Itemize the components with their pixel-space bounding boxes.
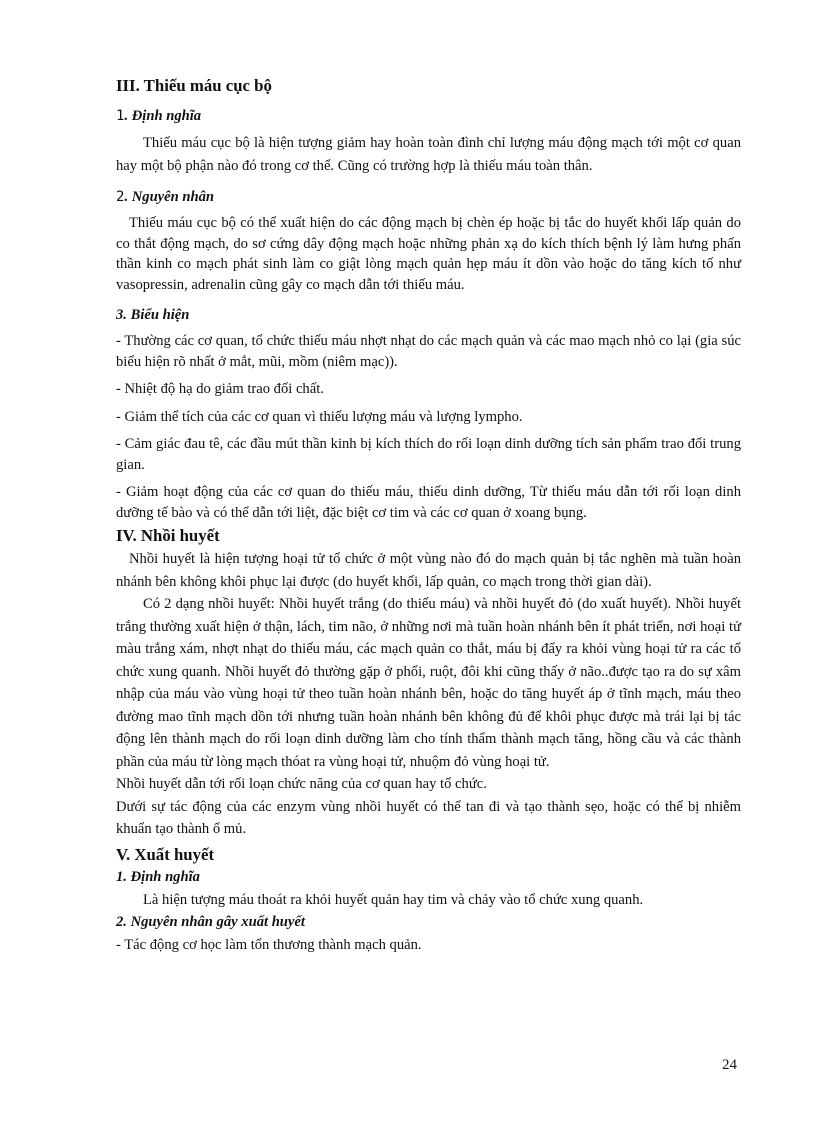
list-item: - Nhiệt độ hạ do giảm trao đổi chất.	[116, 381, 324, 397]
list-item: - Giảm hoạt động của các cơ quan do thiếu máu, thiếu dinh dưỡng, Từ thiếu máu dẫn tới rối loạn dinh dưỡng tế bào và có thể dẫn tới liệt, đặc biệt cơ tim và các cơ quan ở xoang bụng.	[116, 484, 741, 521]
paragraph-infarction-types: Có 2 dạng nhồi huyết: Nhồi huyết trắng (do thiếu máu) và nhồi huyết đỏ (do xuất huyết). Nhồi huyết trắng thường xuất hiện ở thận, lách, tim não, ở những nơi mà tuần hoàn nhánh bên ít phát triển, nơi hoại tử màu trắng xám, nhợt nhạt do thiếu máu, các mạch quản co thắt, máu bị đẩy ra khỏi vùng hoại tử ra các tổ chức xung quanh. Nhồi huyết đỏ thường gặp ở phổi, ruột, đôi khi cũng thấy ở não..được tạo ra do sự xâm nhập của máu vào vùng hoại tử theo tuần hoàn nhánh bên, hoặc do tăng huyết áp ở tĩnh mạch, máu theo đường mao tĩnh mạch dồn tới nhưng tuần hoàn nhánh bên không đủ để khôi phục được mà trái lại bị tác động lên thành mạch do rối loạn dinh dưỡng làm cho tính thẩm thành mạch tăng, hồng cầu và các thành phần của máu từ lòng mạch thóat ra vùng hoại tử, nhuộm đỏ vùng hoại tử.	[116, 596, 741, 770]
paragraph-infarction-outcome: Dưới sự tác động của các enzym vùng nhồi huyết có thể tan đi và tạo thành sẹo, hoặc có thể bị nhiễm khuẩn tạo thành ổ mủ.	[116, 798, 741, 837]
section-title: Định nghĩa	[131, 108, 202, 124]
page-number: 24	[722, 1057, 737, 1073]
heading-v: V. Xuất huyết	[116, 844, 215, 864]
paragraph-infarction-effect: Nhồi huyết dẫn tới rối loạn chức năng của cơ quan hay tổ chức.	[116, 776, 487, 792]
section-title: Nguyên nhân	[131, 189, 215, 205]
paragraph-infarction-def: Nhồi huyết là hiện tượng hoại tử tổ chức ở một vùng nào đó do mạch quản bị tắc nghẽn mà tuần hoàn nhánh bên không khôi phục lại được (do huyết khối, lấp quản, co mạch trong thời gian dài).	[116, 551, 741, 590]
heading-iv: IV. Nhồi huyết	[116, 526, 220, 545]
section-number: 1	[116, 108, 125, 124]
subheading-iii-3: 3. Biểu hiện	[116, 307, 190, 323]
list-item: - Giảm thể tích của các cơ quan vì thiếu lượng máu và lượng lympho.	[116, 408, 523, 425]
list-item: - Tác động cơ học làm tổn thương thành mạch quản.	[116, 937, 422, 953]
subheading-v-1: 1. Định nghĩa	[116, 868, 200, 885]
heading-iii: III. Thiếu máu cục bộ	[116, 76, 272, 95]
list-item: - Cảm giác đau tê, các đầu mút thần kinh bị kích thích do rối loạn dinh dưỡng tích sản phẩm trao đổi trung gian.	[116, 436, 741, 473]
section-separator: .	[124, 108, 132, 124]
section-separator: .	[124, 189, 132, 205]
paragraph-hemorrhage-def: Là hiện tượng máu thoát ra khỏi huyết quản hay tim và chảy vào tổ chức xung quanh.	[143, 891, 644, 908]
page-content	[116, 72, 741, 957]
subheading-iii-2	[116, 189, 741, 206]
section-number: 2	[116, 189, 125, 205]
list-item: - Thường các cơ quan, tổ chức thiếu máu nhợt nhạt do các mạch quản và các mao mạch nhỏ co lại (gia súc biểu hiện rõ nhất ở mắt, mũi, mồm (niêm mạc)).	[116, 333, 741, 370]
subheading-v-2: 2. Nguyên nhân gây xuất huyết	[116, 914, 305, 930]
paragraph-causes: Thiếu máu cục bộ có thể xuất hiện do các động mạch bị chèn ép hoặc bị tắc do huyết khối lấp quản do co thắt động mạch, do sơ cứng dây động mạch hoặc những phản xạ do kích thích bệnh lý làm hưng phấn thần kinh co mạch phát sinh làm co giật lòng mạch quản hẹp máu ít dồn vào hoặc do tăng kích tố như vasopressin, adrenalin cũng gây co mạch dẫn tới thiếu máu.	[116, 215, 741, 293]
paragraph-definition: Thiếu máu cục bộ là hiện tượng giảm hay hoàn toàn đình chỉ lượng máu động mạch tới một cơ quan hay một bộ phận nào đó trong cơ thể. Cũng có trường hợp là thiếu máu toàn thân.	[116, 135, 741, 174]
subheading-iii-1	[116, 108, 741, 125]
